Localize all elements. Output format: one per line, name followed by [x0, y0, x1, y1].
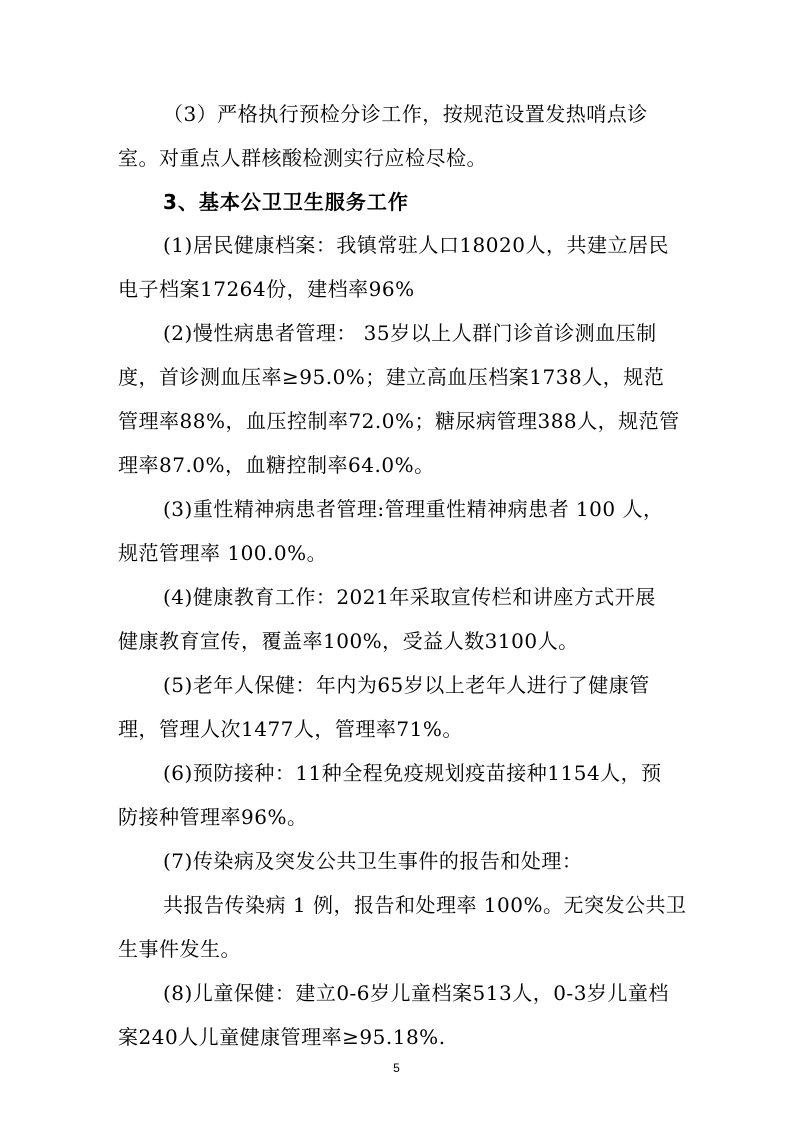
- paragraph-line: (5)老年人保健：年内为65岁以上老年人进行了健康管: [163, 673, 650, 697]
- paragraph-line: 室。对重点人群核酸检测实行应检尽检。: [118, 146, 487, 170]
- paragraph-line: (1)居民健康档案：我镇常驻人口18020人，共建立居民: [163, 233, 669, 257]
- paragraph-line: (8)儿童保健：建立0-6岁儿童档案513人，0-3岁儿童档: [163, 981, 669, 1005]
- paragraph-line: 电子档案17264份，建档率96%: [118, 277, 415, 301]
- paragraph-line: (3)重性精神病患者管理:管理重性精神病患者 100 人，: [163, 497, 664, 521]
- paragraph-line: 防接种管理率96%。: [118, 805, 308, 829]
- paragraph-line: 理，管理人次1477人，管理率71%。: [118, 717, 463, 741]
- paragraph-line: 案240人儿童健康管理率≥95.18%.: [118, 1025, 446, 1049]
- paragraph-line: 健康教育宣传，覆盖率100%，受益人数3100人。: [118, 629, 579, 653]
- paragraph-line: (2)慢性病患者管理： 35岁以上人群门诊首诊测血压制: [163, 321, 657, 345]
- section-heading: 3、基本公卫卫生服务工作: [163, 190, 409, 214]
- paragraph-line: (7)传染病及突发公共卫生事件的报告和处理：: [163, 849, 583, 873]
- paragraph-line: (4)健康教育工作：2021年采取宣传栏和讲座方式开展: [163, 585, 656, 609]
- paragraph-line: 生事件发生。: [118, 937, 241, 961]
- paragraph-line: （3）严格执行预检分诊工作，按规范设置发热哨点诊: [163, 102, 648, 126]
- paragraph-line: 理率87.0%，血糖控制率64.0%。: [118, 453, 435, 477]
- paragraph-line: (6)预防接种：11种全程免疫规划疫苗接种1154人，预: [163, 761, 662, 785]
- paragraph-line: 规范管理率 100.0%。: [118, 541, 328, 565]
- paragraph-line: 度，首诊测血压率≥95.0%；建立高血压档案1738人，规范: [118, 365, 665, 389]
- paragraph-line: 共报告传染病 1 例，报告和处理率 100%。无突发公共卫: [163, 893, 687, 917]
- paragraph-line: 管理率88%，血压控制率72.0%；糖尿病管理388人，规范管: [118, 409, 680, 433]
- page-number: 5: [393, 1061, 400, 1075]
